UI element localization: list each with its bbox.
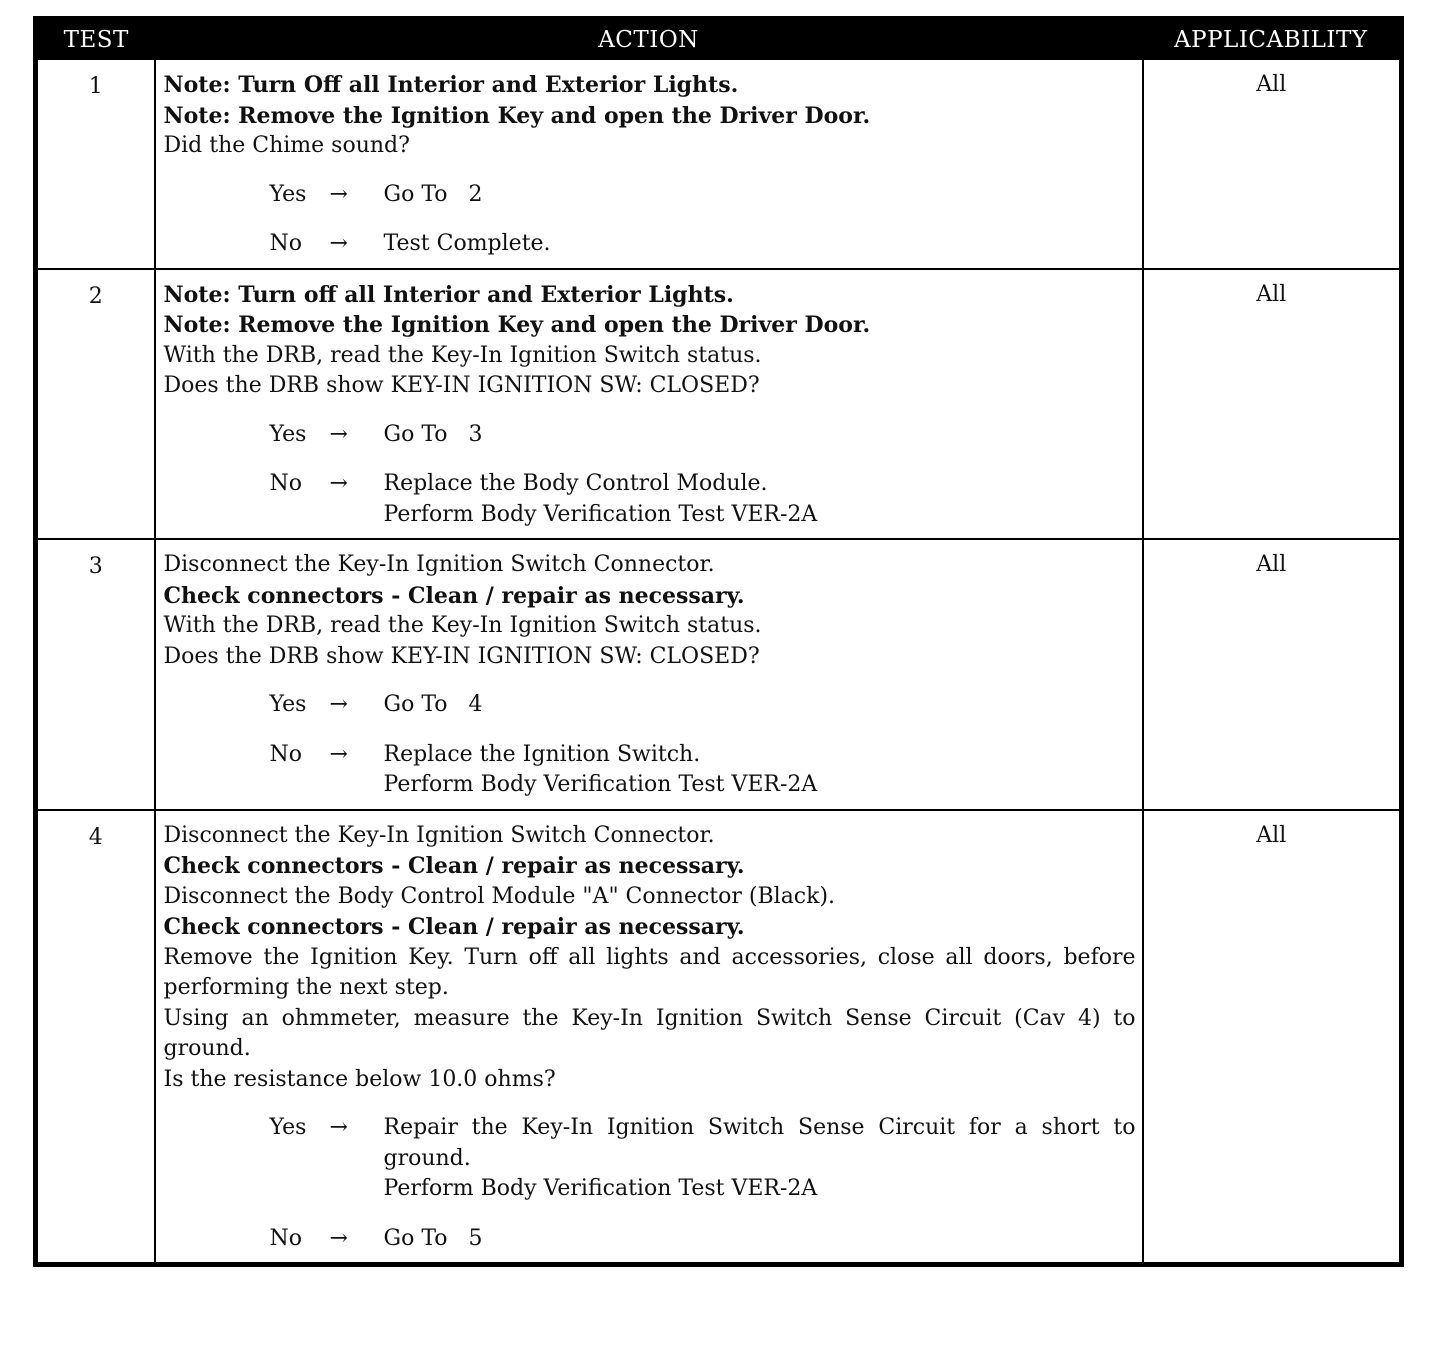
action-cell <box>155 810 1143 1265</box>
table-row <box>36 59 1402 269</box>
answer-result <box>384 469 1136 530</box>
action-step: Disconnect the Key-In Ignition Switch Connector. <box>163 822 715 848</box>
arrow-right-icon: → <box>329 1225 348 1251</box>
table-row <box>36 269 1402 540</box>
applicability-value: All <box>1143 269 1402 540</box>
action-step: Did the Chime sound? <box>163 133 410 158</box>
action-note: Note: Remove the Ignition Key and open the Driver Door. <box>163 312 871 338</box>
table-row <box>36 810 1402 1265</box>
table-row <box>36 539 1402 810</box>
arrow-right-icon: → <box>329 421 348 447</box>
answer-list <box>164 180 1136 260</box>
answer-label: Yes <box>269 1115 307 1140</box>
answer-result-line: Repair the Key-In Ignition Switch Sense Circuit for a short to ground. <box>383 1115 1143 1171</box>
action-step: Does the DRB show KEY-IN IGNITION SW: CLOSED? <box>163 373 760 398</box>
action-step: Remove the Ignition Key. Turn off all lights and accessories, close all doors, before performing the next step. <box>163 944 1136 1000</box>
answer-list <box>164 1113 1143 1254</box>
action-cell <box>155 59 1143 269</box>
action-step: Does the DRB show KEY-IN IGNITION SW: CLOSED? <box>163 643 760 669</box>
arrow-right-icon: → <box>329 181 348 207</box>
answer-result-line: Go To 3 <box>383 421 483 447</box>
diagnostic-test-table <box>33 16 1404 1267</box>
answer-result <box>383 1113 1143 1205</box>
arrow-right-icon: → <box>329 1115 348 1140</box>
answer-result-line: Go To 5 <box>383 1225 483 1251</box>
answer-row <box>164 740 1136 801</box>
applicability-value: All <box>1143 539 1402 810</box>
header-test: TEST <box>36 19 155 60</box>
answer-row <box>164 1224 1136 1255</box>
action-note: Note: Remove the Ignition Key and open the Driver Door. <box>163 102 871 129</box>
action-note: Note: Turn off all Interior and Exterior Lights. <box>163 281 734 308</box>
test-number: 3 <box>36 539 155 810</box>
answer-row <box>164 180 1136 211</box>
action-cell <box>155 269 1143 540</box>
table-header-row <box>36 19 1402 60</box>
action-step: With the DRB, read the Key-In Ignition Switch status. <box>163 613 762 638</box>
answer-result <box>384 180 1136 211</box>
answer-result-line: Replace the Body Control Module. <box>383 471 768 496</box>
test-number: 2 <box>36 269 155 540</box>
action-note: Check connectors - Clean / repair as necessary. <box>163 853 745 879</box>
answer-result-line: Go To 4 <box>383 692 483 717</box>
arrow-right-icon: → <box>329 692 348 717</box>
action-cell <box>155 539 1143 810</box>
answer-label: No <box>269 471 302 496</box>
action-step: Is the resistance below 10.0 ohms? <box>163 1066 556 1092</box>
arrow-right-icon: → <box>329 231 348 256</box>
answer-result <box>384 690 1136 721</box>
answer-label: Yes <box>269 692 307 717</box>
answer-row <box>164 420 1136 451</box>
header-applicability: APPLICABILITY <box>1143 19 1402 60</box>
answer-list <box>164 420 1136 531</box>
action-note: Check connectors - Clean / repair as necessary. <box>163 582 745 609</box>
action-step: Using an ohmmeter, measure the Key-In Ignition Switch Sense Circuit (Cav 4) to ground. <box>163 1005 1136 1061</box>
test-number: 1 <box>36 59 155 269</box>
answer-result-line: Go To 2 <box>383 181 483 207</box>
answer-result-line: Test Complete. <box>383 231 551 256</box>
answer-row <box>164 229 1136 260</box>
answer-label: Yes <box>269 181 307 207</box>
arrow-right-icon: → <box>329 471 348 496</box>
answer-result-line: Perform Body Verification Test VER-2A <box>383 772 818 797</box>
action-step: With the DRB, read the Key-In Ignition Switch status. <box>163 342 762 368</box>
action-step: Disconnect the Key-In Ignition Switch Connector. <box>163 552 715 577</box>
answer-label: Yes <box>269 421 307 447</box>
answer-result <box>384 1224 1136 1255</box>
answer-row <box>164 1113 1143 1205</box>
answer-list <box>164 690 1136 801</box>
arrow-right-icon: → <box>329 741 348 767</box>
answer-row <box>164 690 1136 721</box>
answer-result-line: Perform Body Verification Test VER-2A <box>383 501 818 527</box>
answer-result <box>384 740 1136 801</box>
header-action: ACTION <box>155 19 1143 60</box>
answer-label: No <box>269 1225 302 1251</box>
answer-label: No <box>269 741 302 767</box>
action-step: Disconnect the Body Control Module "A" Connector (Black). <box>163 883 836 909</box>
applicability-value: All <box>1143 59 1402 269</box>
answer-row <box>164 469 1136 530</box>
answer-result-line: Replace the Ignition Switch. <box>383 741 701 767</box>
answer-result <box>384 229 1136 260</box>
applicability-value: All <box>1143 810 1402 1265</box>
action-note: Note: Turn Off all Interior and Exterior Lights. <box>163 72 739 98</box>
answer-label: No <box>269 231 302 256</box>
action-note: Check connectors - Clean / repair as necessary. <box>163 914 745 940</box>
answer-result <box>384 420 1136 451</box>
test-number: 4 <box>36 810 155 1265</box>
answer-result-line: Perform Body Verification Test VER-2A <box>383 1176 818 1201</box>
